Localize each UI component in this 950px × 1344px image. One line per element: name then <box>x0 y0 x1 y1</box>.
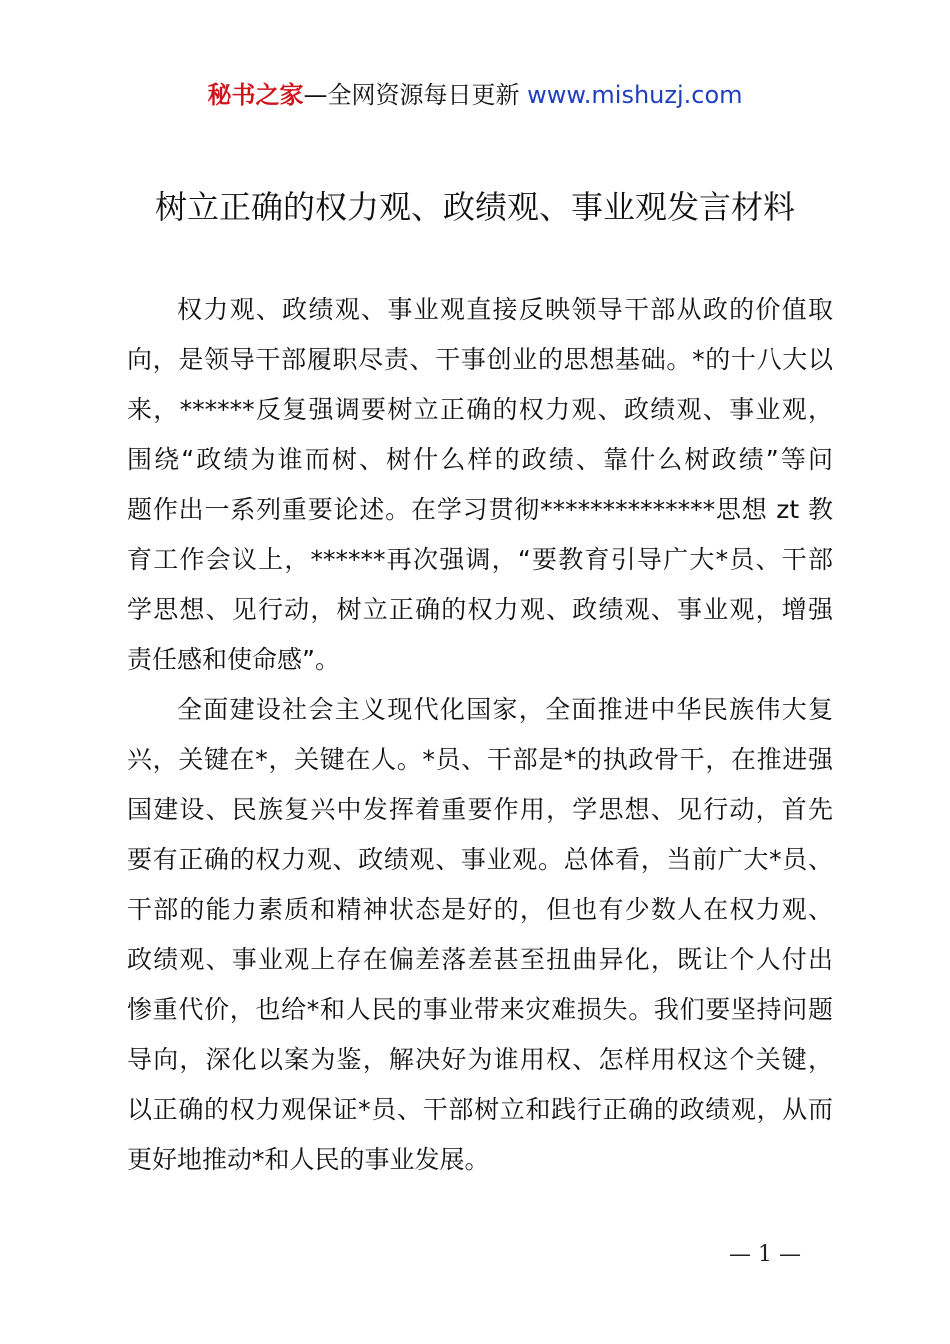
paragraph-line: 干部的能力素质和精神状态是好的，但也有少数人在权力观、 <box>127 895 833 924</box>
paragraph-2 <box>127 685 833 1185</box>
paragraph-line: 育工作会议上，******再次强调，“要教育引导广大*员、干部 <box>127 545 833 574</box>
paragraph-line: 更好地推动*和人民的事业发展。 <box>127 1145 490 1174</box>
document-title: 树立正确的权力观、政绩观、事业观发言材料 <box>154 188 795 226</box>
paragraph-line: 责任感和使命感”。 <box>127 645 340 674</box>
paragraph-line: 围绕“政绩为谁而树、树什么样的政绩、靠什么树政绩”等问 <box>127 445 833 474</box>
paragraph-line: 惨重代价，也给*和人民的事业带来灾难损失。我们要坚持问题 <box>127 995 833 1024</box>
site-header <box>0 78 950 112</box>
paragraph-line: 权力观、政绩观、事业观直接反映领导干部从政的价值取 <box>177 295 833 324</box>
page-number: — 1 — <box>729 1242 801 1267</box>
paragraph-line: 来，******反复强调要树立正确的权力观、政绩观、事业观， <box>127 395 833 424</box>
paragraph-line: 国建设、民族复兴中发挥着重要作用，学思想、见行动，首先 <box>127 795 833 824</box>
site-tagline: —全网资源每日更新 <box>303 81 520 109</box>
paragraph-line: 全面建设社会主义现代化国家，全面推进中华民族伟大复 <box>177 695 833 724</box>
paragraph-line: 学思想、见行动，树立正确的权力观、政绩观、事业观，增强 <box>127 595 833 624</box>
paragraph-line: 导向，深化以案为鉴，解决好为谁用权、怎样用权这个关键， <box>127 1045 833 1074</box>
paragraph-line: 题作出一系列重要论述。在学习贯彻**************思想 zt 教 <box>127 495 833 524</box>
paragraph-line: 向，是领导干部履职尽责、干事创业的思想基础。*的十八大以 <box>127 345 833 374</box>
site-brand: 秘书之家 <box>207 81 304 109</box>
document-body <box>127 285 833 1185</box>
paragraph-1 <box>127 285 833 685</box>
paragraph-line: 政绩观、事业观上存在偏差落差甚至扭曲异化，既让个人付出 <box>127 945 833 974</box>
site-url-link[interactable]: www.mishuzj.com <box>527 81 743 109</box>
paragraph-line: 兴，关键在*，关键在人。*员、干部是*的执政骨干，在推进强 <box>127 745 833 774</box>
paragraph-line: 以正确的权力观保证*员、干部树立和践行正确的政绩观，从而 <box>127 1095 833 1124</box>
paragraph-line: 要有正确的权力观、政绩观、事业观。总体看，当前广大*员、 <box>127 845 833 874</box>
